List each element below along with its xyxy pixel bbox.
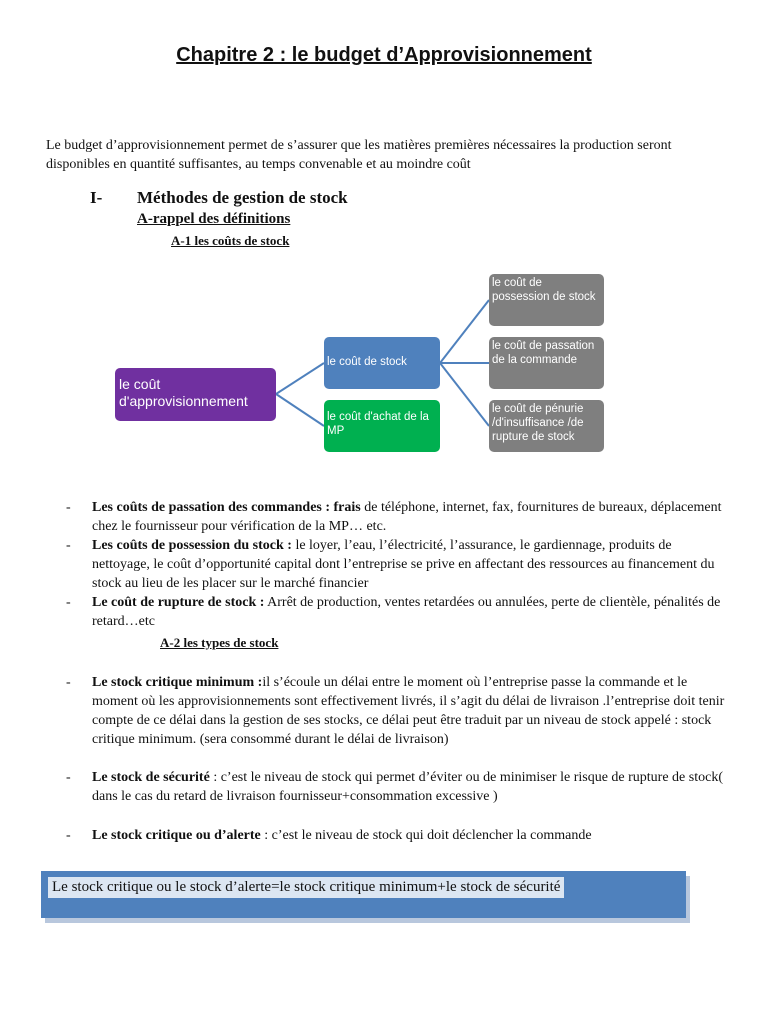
diagram-node-cout-stock: le coût de stock — [324, 337, 440, 389]
section-heading — [90, 188, 348, 208]
list-item — [66, 593, 726, 631]
diagram-node-cout-achat: le coût d'achat de la MP — [324, 400, 440, 452]
list-item-term: Le stock critique ou d’alerte — [92, 828, 261, 843]
page-title: Chapitre 2 : le budget d’Approvisionnement — [176, 44, 592, 66]
list-item — [66, 826, 726, 845]
list-dash: - — [66, 675, 71, 690]
list-dash: - — [66, 500, 71, 515]
list-item-text: de téléphone, internet, fax, fournitures de bureaux, déplacement chez le fournisseur pour vérification de la MP… etc. — [92, 500, 722, 534]
list-dash: - — [66, 828, 71, 843]
list-item-text: il s’écoule un délai entre le moment où l’entreprise passe la commande et le moment où les approvisionnements sont effectivement livrés, il s’agit du délai de livraison .l’entreprise doit tenir compte de ce délai dans la gestion de ses stocks, ce délai peut être traduit par un niveau de stock appelé : stock critique minimum. (sera consommé durant le délai de livraison) — [92, 675, 725, 747]
formula-box — [41, 871, 686, 918]
connector-root-achat — [276, 394, 324, 426]
subsection-heading-a: A-rappel des définitions — [137, 211, 291, 227]
diagram-node-possession: le coût de possession de stock — [489, 274, 604, 326]
stock-type-item-1 — [66, 673, 726, 749]
list-item-term: Le coût de rupture de stock : — [92, 595, 265, 610]
stock-type-item-3 — [66, 826, 726, 845]
diagram-node-approvisionnement: le coût d'approvisionnement — [115, 368, 276, 421]
subsection-heading-a1: A-1 les coûts de stock — [171, 233, 290, 248]
list-dash: - — [66, 538, 71, 553]
list-dash: - — [66, 770, 71, 785]
diagram-node-passation: le coût de passation de la commande — [489, 337, 604, 389]
intro-paragraph: Le budget d’approvisionnement permet de s’assurer que les matières premières nécessaires la production seront disponibles en quantité suffisantes, au temps convenable et au moindre coût — [46, 138, 672, 172]
connector-stock-possession — [440, 300, 489, 363]
list-item — [66, 768, 726, 806]
list-item-text: Arrêt de production, ventes retardées ou annulées, perte de clientèle, pénalités de retard…etc — [92, 595, 721, 629]
diagram-node-penurie: le coût de pénurie /d'insuffisance /de rupture de stock — [489, 400, 604, 452]
list-item-term: Le stock de sécurité — [92, 770, 210, 785]
list-item — [66, 498, 726, 536]
section-title: Méthodes de gestion de stock — [137, 188, 348, 207]
section-number: I- — [90, 188, 103, 207]
formula-text: Le stock critique ou le stock d’alerte=le stock critique minimum+le stock de sécurité — [48, 877, 564, 898]
stock-type-item-2 — [66, 768, 726, 806]
list-item-term: Les coûts de possession du stock : — [92, 538, 292, 553]
list-item-term: Les coûts de passation des commandes : frais — [92, 500, 361, 515]
list-item-text: le loyer, l’eau, l’électricité, l’assurance, le gardiennage, produits de nettoyage, le coût d’opportunité capital dont l’entreprise se prive en affectant des ressources au financement du stock au lieu de les placer sur le marché financier — [92, 538, 715, 591]
list-item — [66, 673, 726, 749]
list-item — [66, 536, 726, 593]
cost-list — [66, 498, 726, 631]
connector-root-stock — [276, 363, 324, 394]
list-item-term: Le stock critique minimum : — [92, 675, 263, 690]
subsection-heading-a2: A-2 les types de stock — [160, 635, 279, 650]
list-dash: - — [66, 595, 71, 610]
list-item-text: : c’est le niveau de stock qui doit déclencher la commande — [260, 828, 592, 843]
connector-stock-penurie — [440, 363, 489, 426]
list-item-text: : c’est le niveau de stock qui permet d’éviter ou de minimiser le risque de rupture de stock( dans le cas du retard de livraison fournisseur+consommation excessive ) — [92, 770, 723, 804]
